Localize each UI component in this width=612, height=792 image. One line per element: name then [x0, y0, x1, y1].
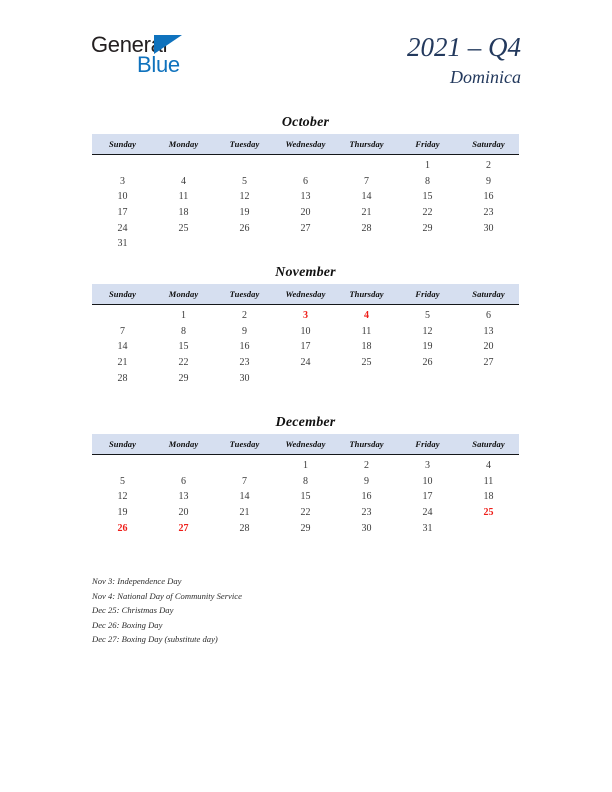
calendar-day-empty	[397, 236, 458, 252]
calendar-day[interactable]: 26	[422, 357, 433, 369]
calendar-day[interactable]: 2	[242, 310, 247, 322]
calendar-header-row	[92, 284, 519, 305]
weekday-header-friday: Friday	[397, 134, 458, 155]
calendar-week-row	[92, 155, 519, 174]
calendar-day[interactable]: 28	[117, 372, 128, 384]
calendar-day[interactable]: 14	[361, 191, 372, 203]
calendar-week-row	[92, 324, 519, 340]
weekday-header-wednesday: Wednesday	[275, 434, 336, 455]
holiday-legend-item: Dec 26: Boxing Day	[92, 619, 163, 630]
weekday-header-sunday: Sunday	[92, 284, 153, 305]
calendar-day[interactable]: 11	[361, 325, 372, 337]
country-subtitle: Dominica	[450, 67, 521, 88]
calendar-day[interactable]: 29	[300, 522, 311, 534]
calendar-day[interactable]: 7	[364, 175, 369, 187]
calendar-day-empty	[336, 236, 397, 252]
calendar-day[interactable]: 31	[422, 522, 433, 534]
month-title: October	[281, 115, 330, 130]
calendar-day[interactable]: 24	[300, 357, 311, 369]
calendar-day[interactable]: 5	[120, 475, 125, 487]
calendar-day[interactable]: 13	[300, 191, 311, 203]
calendar-day[interactable]: 5	[425, 310, 430, 322]
weekday-header-tuesday: Tuesday	[214, 134, 275, 155]
calendar-day[interactable]: 28	[239, 522, 250, 534]
calendar-day[interactable]: 16	[361, 491, 372, 503]
holiday-legend-item: Dec 25: Christmas Day	[92, 605, 174, 616]
calendar-body	[92, 305, 519, 386]
weekday-header-thursday: Thursday	[336, 434, 397, 455]
calendar-day[interactable]: 15	[178, 341, 189, 353]
calendar-day[interactable]: 11	[483, 475, 494, 487]
calendar-day-holiday[interactable]: 4	[364, 310, 369, 322]
month-title: December	[275, 415, 336, 430]
calendar-day[interactable]: 15	[422, 191, 433, 203]
calendar-day[interactable]: 18	[483, 491, 494, 503]
calendar-week-row	[92, 236, 519, 252]
calendar-day[interactable]: 1	[181, 310, 186, 322]
calendar-day[interactable]: 30	[483, 222, 494, 234]
calendar-day-empty	[336, 370, 397, 386]
calendar-day[interactable]: 18	[361, 341, 372, 353]
calendar-day-empty	[397, 370, 458, 386]
calendar-day[interactable]: 28	[361, 222, 372, 234]
general-blue-logo[interactable]	[91, 34, 271, 84]
calendar-day[interactable]: 13	[178, 491, 189, 503]
calendar-table-november	[92, 284, 519, 386]
month-title: November	[275, 265, 336, 280]
month-block-november	[92, 262, 519, 386]
calendar-body	[92, 455, 519, 536]
calendar-day[interactable]: 23	[239, 357, 250, 369]
calendar-day[interactable]: 30	[361, 522, 372, 534]
weekday-header-thursday: Thursday	[336, 284, 397, 305]
calendar-day[interactable]: 10	[422, 475, 433, 487]
calendar-day-empty	[336, 155, 397, 174]
calendar-day[interactable]: 7	[120, 325, 125, 337]
calendar-day[interactable]: 14	[117, 341, 128, 353]
calendar-day[interactable]: 8	[303, 475, 308, 487]
weekday-header-saturday: Saturday	[458, 134, 519, 155]
calendar-week-row	[92, 189, 519, 205]
calendar-day[interactable]: 8	[181, 325, 186, 337]
calendar-day-empty	[92, 305, 153, 324]
weekday-header-saturday: Saturday	[458, 284, 519, 305]
calendar-day[interactable]: 20	[300, 207, 311, 219]
calendar-day[interactable]: 15	[300, 491, 311, 503]
calendar-day-holiday[interactable]: 26	[117, 522, 128, 534]
calendar-week-row	[92, 520, 519, 536]
weekday-header-monday: Monday	[153, 434, 214, 455]
calendar-day[interactable]: 17	[300, 341, 311, 353]
calendar-day[interactable]: 19	[239, 207, 250, 219]
calendar-day[interactable]: 5	[242, 175, 247, 187]
calendar-day[interactable]: 16	[239, 341, 250, 353]
calendar-day-empty	[153, 236, 214, 252]
calendar-day[interactable]: 12	[117, 491, 128, 503]
calendar-week-row	[92, 305, 519, 324]
calendar-day[interactable]: 12	[422, 325, 433, 337]
calendar-header-row	[92, 134, 519, 155]
calendar-day-empty	[275, 370, 336, 386]
holiday-legend-item: Dec 27: Boxing Day (substitute day)	[92, 634, 218, 645]
calendar-day-empty	[275, 155, 336, 174]
holiday-legend	[92, 574, 492, 647]
calendar-day[interactable]: 22	[300, 507, 311, 519]
weekday-header-wednesday: Wednesday	[275, 134, 336, 155]
calendar-table-october	[92, 134, 519, 252]
weekday-header-sunday: Sunday	[92, 134, 153, 155]
page-title: 2021 – Q4	[407, 32, 521, 62]
title-block	[407, 32, 521, 89]
calendar-week-row	[92, 505, 519, 521]
calendar-day-holiday[interactable]: 3	[303, 310, 308, 322]
calendar-day[interactable]: 25	[361, 357, 372, 369]
weekday-header-friday: Friday	[397, 434, 458, 455]
calendar-day-empty	[214, 455, 275, 474]
calendar-day[interactable]: 31	[117, 238, 128, 250]
calendar-week-row	[92, 489, 519, 505]
calendar-day-empty	[458, 370, 519, 386]
holiday-legend-item: Nov 3: Independence Day	[92, 576, 182, 586]
calendar-day[interactable]: 19	[422, 341, 433, 353]
calendar-day[interactable]: 14	[239, 491, 250, 503]
calendar-day[interactable]: 19	[117, 507, 128, 519]
calendar-day[interactable]: 27	[300, 222, 311, 234]
calendar-day[interactable]: 6	[181, 475, 186, 487]
calendar-day[interactable]: 2	[364, 460, 369, 472]
calendar-week-row	[92, 474, 519, 490]
calendar-day[interactable]: 3	[120, 175, 125, 187]
calendar-week-row	[92, 339, 519, 355]
calendar-week-row	[92, 370, 519, 386]
calendar-day[interactable]: 24	[117, 222, 128, 234]
calendar-header-row	[92, 434, 519, 455]
calendar-body	[92, 155, 519, 252]
calendar-day[interactable]: 17	[422, 491, 433, 503]
calendar-day[interactable]: 9	[364, 475, 369, 487]
calendar-day[interactable]: 6	[303, 175, 308, 187]
calendar-day[interactable]: 24	[422, 507, 433, 519]
calendar-day[interactable]: 20	[178, 507, 189, 519]
calendar-day[interactable]: 23	[361, 507, 372, 519]
calendar-day-empty	[214, 236, 275, 252]
calendar-day-empty	[153, 155, 214, 174]
calendar-day-empty	[92, 455, 153, 474]
month-block-october	[92, 112, 519, 252]
calendar-week-row	[92, 205, 519, 221]
calendar-day[interactable]: 3	[425, 460, 430, 472]
calendar-day[interactable]: 18	[178, 207, 189, 219]
weekday-header-saturday: Saturday	[458, 434, 519, 455]
calendar-day[interactable]: 1	[303, 460, 308, 472]
calendar-day[interactable]: 6	[486, 310, 491, 322]
calendar-day[interactable]: 4	[486, 460, 491, 472]
calendar-day-holiday[interactable]: 27	[178, 522, 189, 534]
calendar-day-empty	[458, 520, 519, 536]
calendar-day[interactable]: 17	[117, 207, 128, 219]
logo-text-blue: Blue	[137, 52, 180, 77]
calendar-day[interactable]: 22	[422, 207, 433, 219]
calendar-table-december	[92, 434, 519, 536]
calendar-day-empty	[214, 155, 275, 174]
calendar-day[interactable]: 29	[178, 372, 189, 384]
calendar-day[interactable]: 22	[178, 357, 189, 369]
calendar-day[interactable]: 7	[242, 475, 247, 487]
calendar-day[interactable]: 30	[239, 372, 250, 384]
weekday-header-monday: Monday	[153, 284, 214, 305]
calendar-day[interactable]: 27	[483, 357, 494, 369]
weekday-header-friday: Friday	[397, 284, 458, 305]
calendar-day-empty	[275, 236, 336, 252]
logo-text-general: General	[91, 32, 168, 57]
weekday-header-thursday: Thursday	[336, 134, 397, 155]
calendar-day[interactable]: 10	[117, 191, 128, 203]
weekday-header-tuesday: Tuesday	[214, 284, 275, 305]
weekday-header-tuesday: Tuesday	[214, 434, 275, 455]
calendar-day[interactable]: 23	[483, 207, 494, 219]
calendar-week-row	[92, 455, 519, 474]
calendar-day[interactable]: 29	[422, 222, 433, 234]
calendar-day[interactable]: 2	[486, 160, 491, 172]
calendar-day[interactable]: 26	[239, 222, 250, 234]
calendar-day[interactable]: 20	[483, 341, 494, 353]
calendar-day-empty	[153, 455, 214, 474]
month-block-december	[92, 412, 519, 536]
calendar-day[interactable]: 1	[425, 160, 430, 172]
calendar-day[interactable]: 9	[242, 325, 247, 337]
calendar-week-row	[92, 174, 519, 190]
calendar-day[interactable]: 10	[300, 325, 311, 337]
calendar-day[interactable]: 21	[117, 357, 128, 369]
calendar-day[interactable]: 8	[425, 175, 430, 187]
calendar-day[interactable]: 21	[239, 507, 250, 519]
calendar-day[interactable]: 13	[483, 325, 494, 337]
weekday-header-sunday: Sunday	[92, 434, 153, 455]
calendar-week-row	[92, 355, 519, 371]
calendar-day[interactable]: 16	[483, 191, 494, 203]
calendar-day[interactable]: 25	[178, 222, 189, 234]
calendar-day[interactable]: 4	[181, 175, 186, 187]
calendar-day[interactable]: 21	[361, 207, 372, 219]
calendar-day-empty	[92, 155, 153, 174]
calendar-week-row	[92, 220, 519, 236]
calendar-day[interactable]: 12	[239, 191, 250, 203]
page-header	[0, 0, 612, 104]
weekday-header-monday: Monday	[153, 134, 214, 155]
calendar-day-empty	[458, 236, 519, 252]
holiday-legend-item: Nov 4: National Day of Community Service	[92, 590, 242, 601]
calendar-day-holiday[interactable]: 25	[483, 507, 494, 519]
weekday-header-wednesday: Wednesday	[275, 284, 336, 305]
calendar-day[interactable]: 9	[486, 175, 491, 187]
calendar-day[interactable]: 11	[178, 191, 189, 203]
